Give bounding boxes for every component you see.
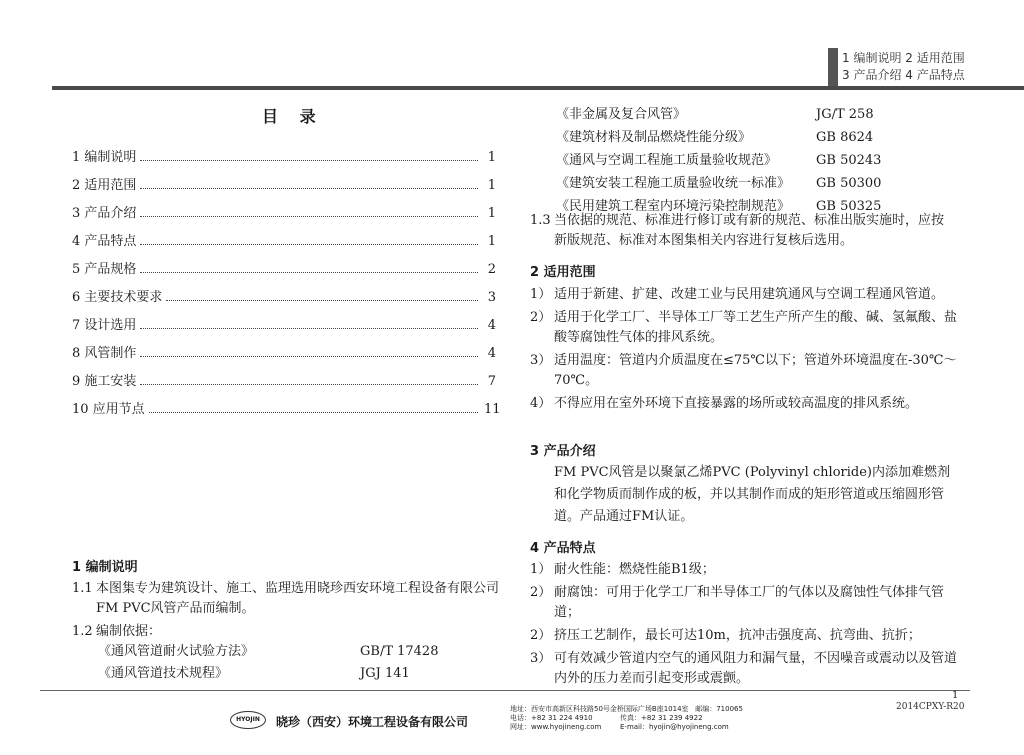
standard-row (556, 106, 956, 129)
header-line-1: 1 编制说明 2 适用范围 (842, 51, 965, 65)
standard-row (556, 152, 956, 175)
list-item-text: 适用温度：管道内介质温度在≤75℃以下；管道外环境温度在-30℃～70℃。 (554, 353, 957, 388)
toc-leader (149, 411, 478, 413)
section-2-heading: 2 适用范围 (530, 265, 596, 280)
list-item (530, 649, 958, 689)
list-item-text: 适用于化学工厂、半导体工厂等工艺生产所产生的酸、碱、氢氟酸、盐酸等腐蚀性气体的排风系统。 (554, 310, 958, 345)
toc-item-page: 1 (487, 234, 496, 249)
standard-name: 《通风管道耐火试验方法》 (98, 644, 255, 659)
toc-item-label: 6 主要技术要求 (72, 290, 163, 305)
standard-code: GB 50300 (816, 176, 882, 191)
toc-item[interactable] (72, 230, 496, 258)
toc-leader (166, 299, 478, 301)
list-item-number: 2） (530, 585, 552, 600)
toc-leader (140, 383, 478, 385)
list-item-text: 可有效减少管道内空气的通风阻力和漏气量，不因噪音或震动以及管道内外的压力差而引起变形或震颤。 (554, 651, 958, 686)
list-item (530, 394, 958, 414)
standard-code: JG/T 258 (816, 107, 874, 122)
clause-text: 本图集专为建筑设计、施工、监理选用晓珍西安环境工程设备有限公司FM PVC风管产品而编制。 (96, 581, 500, 616)
toc-item-page: 7 (487, 374, 496, 389)
table-of-contents (72, 146, 501, 426)
standard-code: JGJ 141 (360, 666, 410, 681)
website-link[interactable]: 网址：www.hyojineng.com (510, 723, 602, 731)
standard-name: 《通风管道技术规程》 (98, 666, 229, 681)
toc-item-page: 1 (487, 178, 496, 193)
contact-info (510, 705, 743, 732)
list-item-number: 2） (530, 310, 552, 325)
list-item (530, 583, 958, 623)
toc-leader (140, 271, 478, 273)
toc-item-page: 4 (487, 318, 496, 333)
standard-row (556, 175, 956, 198)
standard-name: 《建筑安装工程施工质量验收统一标准》 (556, 176, 791, 191)
toc-item-label: 9 施工安装 (72, 374, 137, 389)
toc-leader (140, 187, 478, 189)
clause-text: 当依据的规范、标准进行修订或有新的规范、标准出版实施时，应按新版规范、标准对本图集相关内容进行复核后选用。 (554, 213, 945, 248)
standard-row (98, 665, 498, 683)
clause-number: 1.3 (530, 213, 551, 228)
toc-item-page: 11 (484, 402, 501, 417)
standard-code: GB 50325 (816, 199, 882, 214)
toc-item-page: 4 (487, 346, 496, 361)
logo-text: HYOJIN (236, 716, 260, 723)
toc-item-page: 1 (487, 206, 496, 221)
header-section-index (828, 48, 1024, 88)
email-link[interactable]: E-mail：hyojin@hyojineng.com (620, 723, 729, 731)
footer-rule (40, 690, 970, 691)
address: 地址：西安市高新区科技路50号金桥国际广场B座1014室 (510, 705, 689, 713)
toc-leader (140, 159, 478, 161)
standard-row (556, 129, 956, 152)
toc-leader (140, 243, 478, 245)
section-3-heading: 3 产品介绍 (530, 444, 596, 459)
clause-text: 编制依据： (96, 624, 162, 639)
list-item-text: 耐火性能：燃烧性能B1级； (554, 562, 715, 577)
section-1-heading: 1 编制说明 (72, 560, 138, 575)
toc-title: 目 录 (262, 107, 324, 126)
clause-1-1 (72, 579, 502, 619)
company-name: 晓珍（西安）环境工程设备有限公司 (276, 715, 469, 729)
toc-item[interactable] (72, 342, 496, 370)
toc-item-label: 5 产品规格 (72, 262, 137, 277)
toc-leader (140, 355, 478, 357)
toc-item-page: 3 (487, 290, 496, 305)
standard-code: GB/T 17428 (360, 644, 439, 659)
toc-leader (140, 327, 478, 329)
toc-item-page: 2 (487, 262, 496, 277)
clause-number: 1.1 (72, 581, 93, 596)
standards-list-left (98, 643, 498, 683)
toc-item-page: 1 (487, 150, 496, 165)
list-item-number: 1） (530, 562, 552, 577)
list-item (530, 351, 958, 391)
standard-code: GB 50243 (816, 153, 882, 168)
list-item-text: 耐腐蚀：可用于化学工厂和半导体工厂的气体以及腐蚀性气体排气管道； (554, 585, 945, 620)
standard-name: 《非金属及复合风管》 (556, 107, 687, 122)
section-4-list (530, 560, 958, 689)
standard-name: 《通风与空调工程施工质量验收规范》 (556, 153, 778, 168)
list-item (530, 285, 958, 305)
list-item-text: 挤压工艺制作，最长可达10m，抗冲击强度高、抗弯曲、抗折； (554, 628, 921, 643)
list-item-number: 3） (530, 353, 552, 368)
standard-name: 《建筑材料及制品燃烧性能分级》 (556, 130, 752, 145)
section-4-heading: 4 产品特点 (530, 541, 596, 556)
phone: 电话：+82 31 224 4910 (510, 714, 593, 722)
clause-1-3 (530, 211, 956, 251)
list-item-number: 1） (530, 287, 552, 302)
header-line-2: 3 产品介绍 4 产品特点 (842, 68, 965, 82)
section-2-list (530, 285, 958, 414)
company-logo (230, 711, 266, 729)
toc-item[interactable] (72, 286, 496, 314)
list-item (530, 560, 958, 580)
toc-item-label: 10 应用节点 (72, 402, 145, 417)
list-item (530, 626, 958, 646)
postcode: 邮编：710065 (695, 705, 743, 713)
toc-item[interactable] (72, 258, 496, 286)
toc-item[interactable] (72, 370, 496, 398)
toc-item[interactable] (72, 146, 496, 174)
toc-item-label: 1 编制说明 (72, 150, 137, 165)
toc-item[interactable] (72, 174, 496, 202)
header-rule (52, 86, 1024, 90)
standard-row (98, 643, 498, 661)
list-item-number: 3） (530, 651, 552, 666)
toc-item[interactable] (72, 202, 496, 230)
toc-item-label: 7 设计选用 (72, 318, 137, 333)
toc-item[interactable] (72, 398, 501, 426)
section-3-text: FM PVC风管是以聚氯乙烯PVC (Polyvinyl chloride)内添加难燃剂和化学物质而制作成的板，并以其制作而成的矩形管道或压缩圆形管道。产品通过FM认证。 (554, 465, 950, 524)
standards-list-right (556, 106, 956, 221)
toc-item-label: 3 产品介绍 (72, 206, 137, 221)
toc-item[interactable] (72, 314, 496, 342)
list-item-text: 不得应用在室外环境下直接暴露的场所或较高温度的排风系统。 (554, 396, 919, 411)
fax: 传真：+82 31 239 4922 (620, 714, 703, 722)
page-number: 1 (952, 690, 959, 701)
atlas-code: 2014CPXY-R20 (896, 702, 965, 712)
clause-number: 1.2 (72, 624, 93, 639)
list-item-number: 4） (530, 396, 552, 411)
list-item (530, 308, 958, 348)
standard-code: GB 8624 (816, 130, 874, 145)
standard-name: 《民用建筑工程室内环境污染控制规范》 (556, 199, 791, 214)
toc-item-label: 2 适用范围 (72, 178, 137, 193)
list-item-text: 适用于新建、扩建、改建工业与民用建筑通风与空调工程通风管道。 (554, 287, 945, 302)
toc-item-label: 4 产品特点 (72, 234, 137, 249)
toc-item-label: 8 风管制作 (72, 346, 137, 361)
toc-leader (140, 215, 478, 217)
list-item-number: 2） (530, 628, 552, 643)
clause-1-2 (72, 622, 502, 642)
